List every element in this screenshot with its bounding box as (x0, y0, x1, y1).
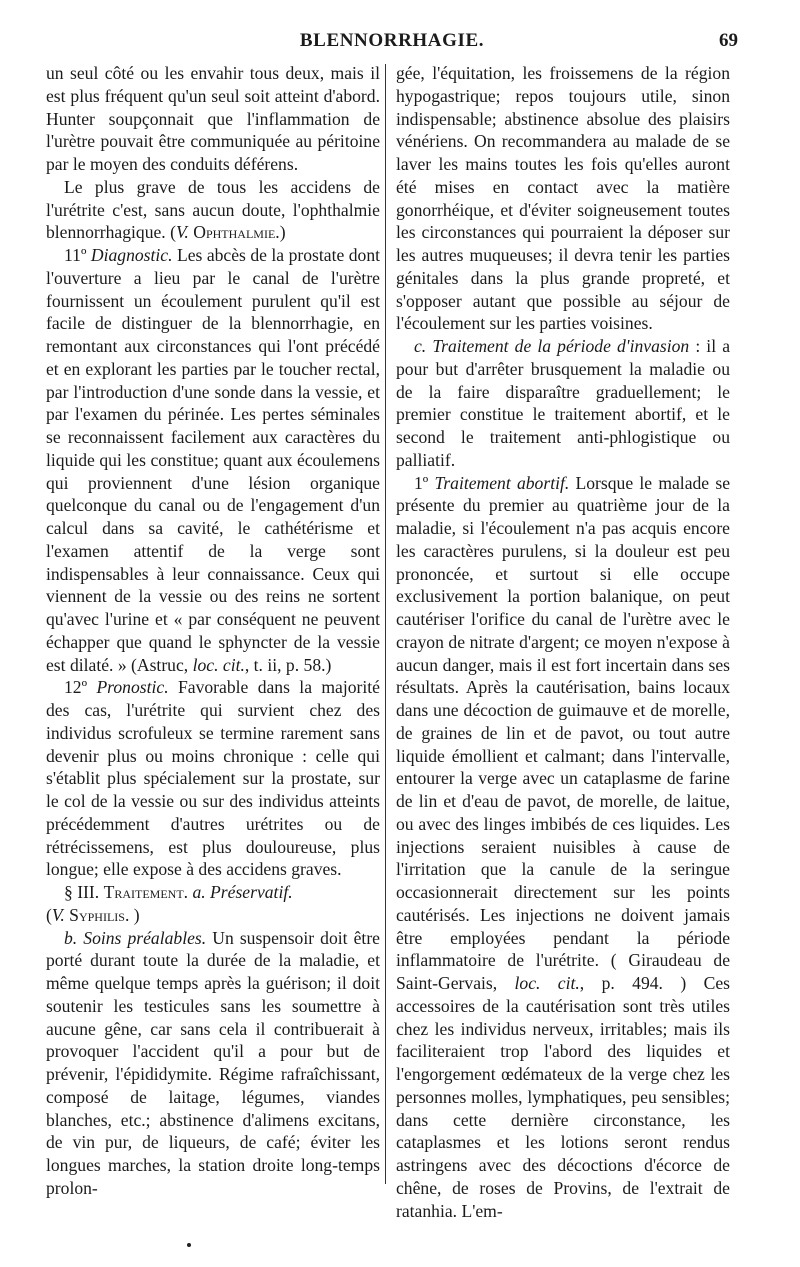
section-heading: Traitement abortif. (434, 472, 570, 493)
paragraph: un seul côté ou les envahir tous deux, mais il est plus fréquent qu'un seul soit atteint d'abord. Hunter soupçonnait que l'inflammation de l'urètre pouvait être communiquée au péritoine par le moyen des conduits déférens. (46, 63, 380, 174)
column-rule (385, 64, 386, 1184)
page-number: 69 (719, 30, 738, 51)
section-heading: Diagnostic. (90, 245, 173, 265)
paragraph: § III. Traitement. a. Préservatif. (V. Syphilis. ) (46, 882, 293, 925)
paragraph: b. Soins préalables. Un suspensoir doit être porté durant toute la durée de la maladie, et même quelque temps après la guérison; il doit soutenir les testicules sans les soumettre à aucune gêne, car sans cela il contribuerait à provoquer l'accident qu'il a pour but de prévenir, l'épididymite. Régime rafraîchissant, composé de laitage, légumes, viandes blanches, etc.; abstinence d'alimens excitans, de vin pur, de liqueurs, de café; éviter les longues marches, la station droite long-temps prolon- (46, 927, 380, 1198)
ink-dot (187, 1243, 191, 1247)
cross-reference: Ophthalmie (193, 222, 276, 243)
section-heading: c. Traitement de la période d'invasion (414, 336, 690, 356)
paragraph: 12º Pronostic. Favorable dans la majorité des cas, l'urétrite qui survient chez des individus scrofuleux se termine rarement sans devenir plus ou moins chronique : celle qui s'établit plus spécialement sur la prostate, sur le col de la vessie ou sur des individus atteints précédemment d'autres urétrites ou de rétrécissemens, est plus douloureuse, plus longue; elle expose à des accidens graves. (46, 677, 380, 880)
paragraph: Le plus grave de tous les accidens de l'urétrite c'est, sans aucun doute, l'ophthalmie blennorrhagique. (V. Ophthalmie.) (46, 176, 380, 243)
right-column (396, 62, 730, 1222)
paragraph: c. Traitement de la période d'invasion : il a pour but d'arrêter brusquement la maladie ou de la faire disparaître graduellement; le premier constitue le traitement abortif, et le second le traitement anti-phlogistique ou palliatif. (396, 336, 730, 470)
page-header (46, 30, 738, 60)
paragraph: 1º Traitement abortif. Lorsque le malade se présente du premier au quatrième jour de la maladie, si l'écoulement n'a pas acquis encore les caractères purulens, si la douleur est peu prononcée, et surtout si elle occupe exclusivement la portion balanique, on peut cautériser l'orifice du canal de l'urètre avec le crayon de nitrate d'argent; ce moyen n'expose à aucun danger, mais il est fort incertain dans ses résultats. Après la cautérisation, bains locaux dans une décoction de guimauve et de morelle, de graines de lin et de pavot, ou tout autre liquide émollient et calmant; dans l'intervalle, entourer la verge avec un cataplasme de farine de lin et d'eau de pavot, de morelle, de laitue, ou avec des linges imbibés de ces liquides. Les injections seraient nuisibles à cause de l'irritation que la canule de la seringue occasionnerait directement sur les points cautérisés. Les injections ne doivent jamais être employées pendant la période inflammatoire de l'urétrite. ( Giraudeau de Saint-Gervais, loc. cit., p. 494. ) Ces accessoires de la cautérisation sont très utiles chez les individus nerveux, irritables; mais ils faciliteraient trop l'abord des liquides et l'engorgement œdémateux de la verge chez les personnes molles, lymphatiques, peu sensibles; dans cette dernière circonstance, les cataplasmes et les lotions seront rendus astringens avec des décoctions d'écorce de chêne, de roses de Provins, de l'extrait de ratanhia. L'em- (396, 472, 730, 1221)
section-heading: Traitement. (103, 882, 189, 902)
cross-reference: Syphilis (69, 904, 125, 925)
section-heading: Pronostic. (96, 677, 169, 698)
left-column (46, 62, 380, 1200)
running-title: BLENNORRHAGIE. (299, 30, 485, 51)
paragraph: gée, l'équitation, les froissemens de la région hypogastrique; repos toujours utile, sinon indispensable; abstinence absolue des plaisirs vénériens. On recommandera au malade de se laver les mains toutes les fois qu'elles auront été mises en contact avec la matière gonorrhéique, et d'éviter soigneusement toutes les circonstances qui pourraient la déposer sur les autres muqueuses; il devra tenir les parties génitales dans la plus grande propreté, et s'opposer autant que possible au séjour de l'écoulement sur les parties voisines. (396, 63, 730, 334)
section-heading: b. Soins préalables. (64, 927, 207, 948)
reference-v: V. (175, 222, 189, 243)
paragraph: 11º Diagnostic. Les abcès de la prostate dont l'ouverture a lieu par le canal de l'urètre fournissent un écoulement purulent qu'il est facile de distinguer de la blennorrhagie, en remontant aux circonstances qui l'ont précédé et en explorant les parties par le toucher rectal, par l'introduction d'une sonde dans la vessie, et par l'examen du périnée. Les pertes séminales se reconnaissent facilement aux caractères du liquide qui les constitue; quant aux écoulemens qui proviennent d'une lésion organique quelconque du canal ou de l'engagement d'un calcul dans sa cavité, le cathétérisme et l'examen attentif de la verge sont indispensables à leur connaissance. Ceux qui viennent de la vessie ou des reins ne sortent qu'avec l'urine et « par conséquent ne peuvent échapper que quand le sphyncter de la vessie est dilaté. » (Astruc, loc. cit., t. ii, p. 58.) (46, 245, 380, 675)
